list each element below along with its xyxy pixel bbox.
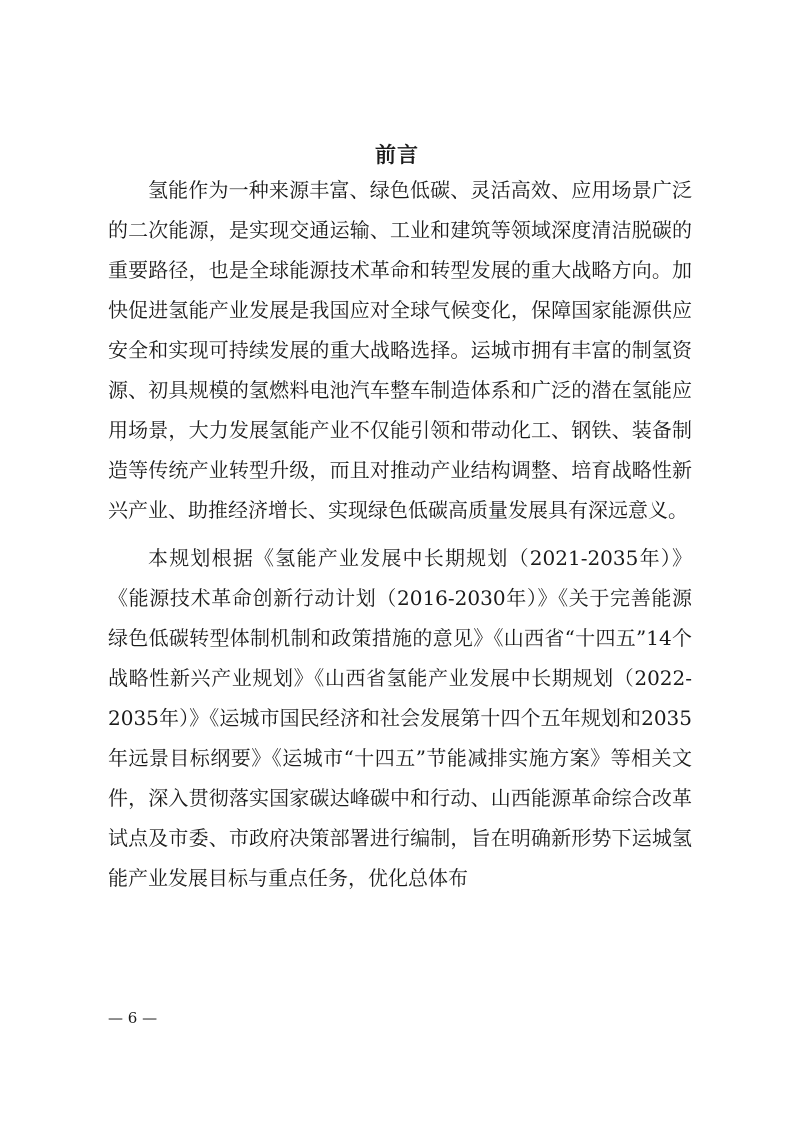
body-text <box>108 170 692 898</box>
page-number: — 6 — <box>108 1009 158 1027</box>
paragraph-intro: 氢能作为一种来源丰富、绿色低碳、灵活高效、应用场景广泛的二次能源，是实现交通运输、工业和建筑等领域深度清洁脱碳的重要路径，也是全球能源技术革命和转型发展的重大战略方向。加快促进氢能产业发展是我国应对全球气候变化，保障国家能源供应安全和实现可持续发展的重大战略选择。运城市拥有丰富的制氢资源、初具规模的氢燃料电池汽车整车制造体系和广泛的潜在氢能应用场景，大力发展氢能产业不仅能引领和带动化工、钢铁、装备制造等传统产业转型升级，而且对推动产业结构调整、培育战略性新兴产业、助推经济增长、实现绿色低碳高质量发展具有深远意义。 <box>108 178 692 522</box>
section-heading: 前言 <box>375 143 419 167</box>
paragraph-basis: 本规划根据《氢能产业发展中长期规划（2021-2035年）》《能源技术革命创新行动计划（2016-2030年）》《关于完善能源绿色低碳转型体制机制和政策措施的意见》《山西省“十四五”14个战略性新兴产业规划》《山西省氢能产业发展中长期规划（2022-2035年）》《运城市国民经济和社会发展第十四个五年规划和2035年远景目标纲要》《运城市“十四五”节能减排实施方案》等相关文件，深入贯彻落实国家碳达峰碳中和行动、山西能源革命综合改革试点及市委、市政府决策部署进行编制，旨在明确新形势下运城氢能产业发展目标与重点任务，优化总体布 <box>108 546 692 890</box>
